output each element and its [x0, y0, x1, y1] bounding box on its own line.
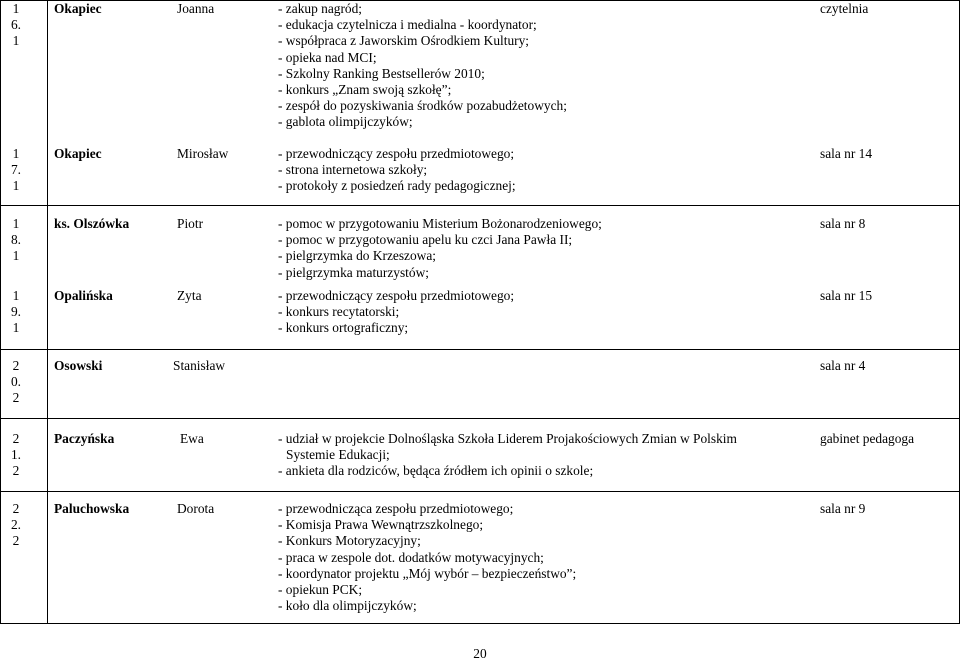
task-list	[278, 288, 514, 337]
task-item: - praca w zespole dot. dodatków motywacyjnych;	[278, 549, 544, 565]
row-number: 1 7. 1	[10, 146, 22, 194]
task-item: - Szkolny Ranking Bestsellerów 2010;	[278, 65, 485, 81]
task-item: Systemie Edukacji;	[286, 447, 390, 463]
task-item: - pielgrzymka do Krzeszowa;	[278, 248, 437, 264]
first-name: Stanisław	[173, 358, 226, 373]
row-number: 1 6. 1	[10, 1, 22, 49]
row-number: 2 2. 2	[10, 501, 22, 549]
task-item: - zespół do pozyskiwania środków pozabudżetowych;	[278, 98, 567, 114]
row-number: 2 0. 2	[10, 358, 22, 406]
task-item: - konkurs „Znam swoją szkołę”;	[278, 82, 452, 98]
table-border-bottom	[0, 623, 960, 624]
surname: Paluchowska	[54, 501, 130, 516]
page-number: 20	[473, 646, 487, 661]
first-name: Mirosław	[177, 146, 229, 161]
task-item: - pielgrzymka maturzystów;	[278, 264, 429, 280]
col-divider	[0, 0, 1, 624]
task-list	[278, 431, 737, 480]
row-divider	[0, 491, 960, 492]
room: sala nr 4	[820, 358, 866, 373]
task-item: - opiekun PCK;	[278, 582, 363, 598]
task-item: - koordynator projektu „Mój wybór – bezpieczeństwo”;	[278, 565, 577, 581]
task-item: - Konkurs Motoryzacyjny;	[278, 533, 421, 549]
first-name: Zyta	[177, 288, 202, 303]
task-item: - edukacja czytelnicza i medialna - koordynator;	[278, 17, 537, 33]
task-item: - ankieta dla rodziców, będąca źródłem ich opinii o szkole;	[278, 463, 594, 479]
task-item: - konkurs ortograficzny;	[278, 320, 409, 336]
first-name: Piotr	[177, 216, 204, 231]
task-list	[278, 216, 602, 281]
row-number: 1 9. 1	[10, 288, 22, 336]
row-number: 1 8. 1	[10, 216, 22, 264]
surname: Osowski	[54, 358, 103, 373]
task-item: - przewodniczący zespołu przedmiotowego;	[278, 288, 515, 303]
room: gabinet pedagoga	[820, 431, 915, 446]
task-item: - przewodniczący zespołu przedmiotowego;	[278, 146, 515, 161]
task-item: - protokoły z posiedzeń rady pedagogicznej;	[278, 178, 516, 194]
task-list	[278, 1, 567, 131]
task-item: - udział w projekcie Dolnośląska Szkoła Liderem Projakościowych Zmian w Polskim	[278, 431, 737, 446]
room: czytelnia	[820, 1, 869, 16]
room: sala nr 14	[820, 146, 873, 161]
row-divider	[0, 205, 960, 206]
surname: Okapiec	[54, 1, 102, 16]
surname: Okapiec	[54, 146, 102, 161]
surname: Opalińska	[54, 288, 113, 303]
task-item: - koło dla olimpijczyków;	[278, 598, 417, 614]
task-item: - zakup nagród;	[278, 1, 363, 16]
row-number: 2 1. 2	[10, 431, 22, 479]
task-item: - gablota olimpijczyków;	[278, 114, 413, 130]
room: sala nr 8	[820, 216, 866, 231]
task-list	[278, 146, 516, 195]
col-divider	[47, 0, 48, 624]
task-item: - opieka nad MCI;	[278, 49, 377, 65]
task-item: - współpraca z Jaworskim Ośrodkiem Kultury;	[278, 33, 530, 49]
room: sala nr 15	[820, 288, 873, 303]
task-item: - strona internetowa szkoły;	[278, 162, 428, 178]
row-divider	[0, 349, 960, 350]
room: sala nr 9	[820, 501, 866, 516]
task-list	[278, 501, 576, 614]
task-item: - przewodnicząca zespołu przedmiotowego;	[278, 501, 514, 516]
first-name: Ewa	[180, 431, 204, 446]
task-item: - Komisja Prawa Wewnątrzszkolnego;	[278, 517, 484, 533]
task-item: - konkurs recytatorski;	[278, 304, 400, 320]
first-name: Joanna	[177, 1, 215, 16]
task-item: - pomoc w przygotowaniu apelu ku czci Jana Pawła II;	[278, 232, 573, 248]
surname: ks. Olszówka	[54, 216, 130, 231]
first-name: Dorota	[177, 501, 215, 516]
row-divider	[0, 418, 960, 419]
task-item: - pomoc w przygotowaniu Misterium Bożonarodzeniowego;	[278, 216, 602, 231]
surname: Paczyńska	[54, 431, 115, 446]
